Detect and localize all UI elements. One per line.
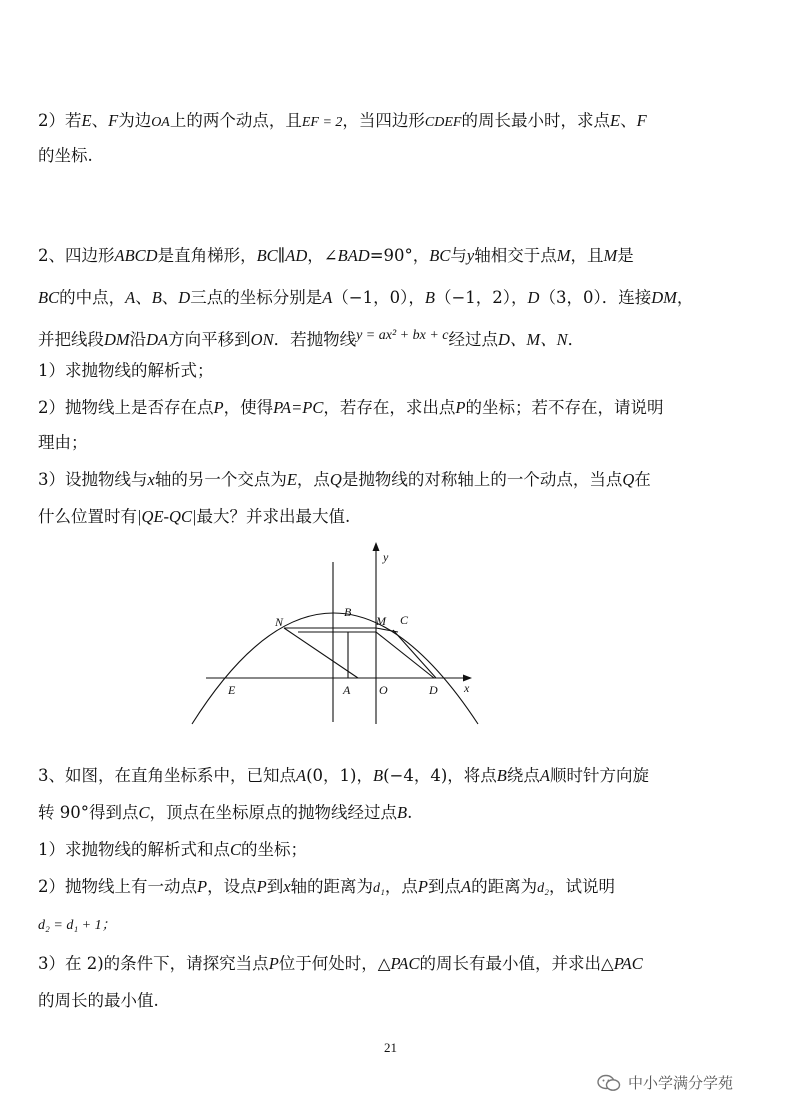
label-y: y <box>383 550 389 564</box>
label-N: N <box>275 615 284 629</box>
problem2-line1: 2、四边形ABCD是直角梯形，BC∥AD，∠BAD=90°，BC与y轴相交于点M，且M是 <box>38 246 634 265</box>
problem3-q2-line2: d₂ = d₁ + 1； <box>38 918 116 933</box>
label-D: D <box>429 683 438 697</box>
parabola-curve <box>192 613 478 724</box>
label-x: x <box>464 681 470 695</box>
segment-CD <box>393 630 436 678</box>
parabola-figure <box>188 540 488 730</box>
prev-q2-line1: 2）若E、F为边OA上的两个动点，且EF = 2，当四边形CDEF的周长最小时，求点E、F <box>38 111 647 130</box>
label-A: A <box>343 683 351 697</box>
problem2-q2-line2: 理由； <box>38 433 88 452</box>
watermark-text: 中小学满分学苑 <box>628 1074 734 1092</box>
wechat-icon <box>596 1073 622 1093</box>
problem2-q2-line1: 2）抛物线上是否存在点P，使得PA=PC，若存在，求出点P的坐标；若不存在，请说明 <box>38 398 664 417</box>
page-number: 21 <box>384 1040 397 1055</box>
watermark <box>596 1072 733 1093</box>
label-M: M <box>376 614 386 628</box>
problem2-line2: BC的中点，A、B、D三点的坐标分别是A（−1，0），B（−1，2），D（3，0）．连接DM， <box>38 288 694 307</box>
problem2-q1: 1）求抛物线的解析式； <box>38 361 214 380</box>
label-C: C <box>400 613 409 627</box>
problem3-q1: 1）求抛物线的解析式和点C的坐标； <box>38 840 308 859</box>
problem2-q3-line2: 什么位置时有|QE-QC|最大？并求出最大值. <box>38 507 351 526</box>
problem3-q3-line1: 3）在 2)的条件下，请探究当点P位于何处时，△PAC的周长有最小值，并求出△PAC <box>38 954 643 973</box>
segment-MD <box>376 632 434 678</box>
label-O: O <box>379 683 388 697</box>
problem3-line1: 3、如图，在直角坐标系中，已知点A(0，1)，B(−4，4)，将点B绕点A顺时针方向旋 <box>38 766 649 785</box>
problem2-q3-line1: 3）设抛物线与x轴的另一个交点为E，点Q是抛物线的对称轴上的一个动点，当点Q在 <box>38 470 651 489</box>
problem3-q2-line1: 2）抛物线上有一动点P，设点P到x轴的距离为d₁，点P到点A的距离为d₂，试说明 <box>38 877 615 896</box>
label-B: B <box>344 605 352 619</box>
y-axis-arrow <box>373 542 380 551</box>
label-E: E <box>228 683 236 697</box>
problem3-line2: 转 90°得到点C，顶点在坐标原点的抛物线经过点B. <box>38 803 413 822</box>
problem3-q3-line2: 的周长的最小值. <box>38 991 159 1010</box>
segment-ND <box>284 628 358 678</box>
parabola-formula: y = ax² + bx + c <box>356 328 449 343</box>
prev-q2-line2: 的坐标. <box>38 146 93 165</box>
problem2-line3: 并把线段DM沿DA方向平移到ON．若抛物线$^{y = ax^2 + bx + c}$经过点D、M、N． <box>38 328 585 349</box>
